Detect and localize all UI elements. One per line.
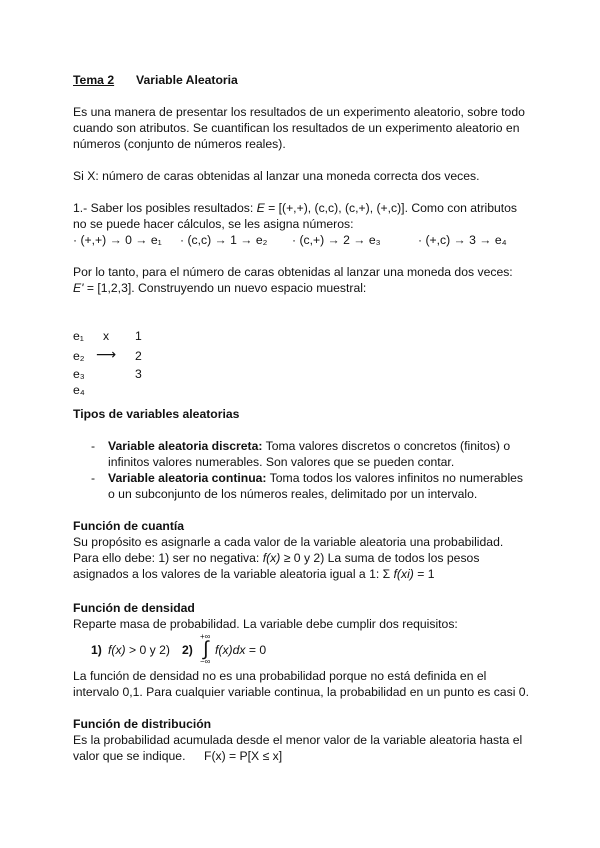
cuantia-fx: f(x): [262, 551, 281, 565]
distribucion-line-1: Es la probabilidad acumulada desde el menor valor de la variable aleatoria hasta el: [73, 733, 523, 747]
step1-map-1: · (+,+) → 0 → e₁: [73, 233, 162, 247]
densidad-integral-upper: +∞: [200, 632, 211, 641]
densidad-req-2: 2): [182, 643, 193, 657]
cuantia-line-2-b: ≥ 0 y 2) La suma de todos los pesos: [280, 551, 480, 565]
conclusion-rest: = [1,2,3]. Construyendo un nuevo espacio muestral:: [83, 281, 367, 295]
cuantia-line-3-b: = 1: [413, 567, 435, 581]
cuantia-line-3-a: asignados a los valores de la variable aleatoria igual a 1: Σ: [73, 567, 394, 581]
cuantia-line-1: Su propósito es asignarle a cada valor de la variable aleatoria una probabilidad.: [73, 535, 504, 549]
step1-line-1: [73, 200, 517, 216]
cuantia-line-3: [73, 566, 435, 582]
conclusion-line-1: Por lo tanto, para el número de caras obtenidas al lanzar una moneda dos veces:: [73, 265, 513, 279]
title-number: Tema 2: [73, 73, 115, 87]
mapping-x: x: [103, 329, 110, 343]
types-discrete-line-1: [108, 438, 510, 454]
types-dash-2: -: [91, 471, 96, 485]
mapping-e4: e₄: [73, 383, 85, 397]
densidad-req-text: [108, 642, 170, 658]
cuantia-line-2: [73, 550, 479, 566]
types-heading: Tipos de variables aleatorias: [73, 407, 240, 421]
example-line: Si X: número de caras obtenidas al lanzar una moneda correcta dos veces.: [73, 169, 480, 183]
step1-map-2: · (c,c) → 1 → e₂: [180, 233, 268, 247]
densidad-req-mid: > 0 y 2): [125, 643, 170, 657]
step1-map-3: · (c,+) → 2 → e₃: [292, 233, 381, 247]
types-discrete-line-2: infinitos valores numerables. Son valores que se pueden contar.: [108, 455, 455, 469]
types-continuous-label: Variable aleatoria continua:: [108, 471, 267, 485]
densidad-fx: f(x): [108, 643, 126, 657]
mapping-e3: e₃: [73, 367, 85, 381]
densidad-req-1: 1): [91, 643, 102, 657]
title-name: Variable Aleatoria: [136, 73, 238, 87]
intro-line-3: números (conjunto de números reales).: [73, 137, 286, 151]
cuantia-fxi: f(xi): [393, 567, 414, 581]
types-dash-1: -: [91, 439, 96, 453]
densidad-eq: = 0: [245, 643, 267, 657]
step1-pre: 1.- Saber los posibles resultados:: [73, 201, 257, 215]
intro-line-1: Es una manera de presentar los resultados de un experimento aleatorio, sobre todo: [73, 105, 525, 119]
intro-line-2: cuando son atributos. Se cuantifican los resultados de un experimento aleatorio en: [73, 121, 520, 135]
mapping-e1: e₁: [73, 329, 84, 343]
step1-E: E: [256, 201, 265, 215]
step1-line-2: no se puede hacer cálculos, se les asigna números:: [73, 217, 354, 231]
conclusion-eprime: E': [73, 281, 84, 295]
types-continuous-line-2: o un subconjunto de los números reales, delimitado por un intervalo.: [108, 487, 478, 501]
mapping-e2: e₂: [73, 349, 85, 363]
mapping-value-1: 1: [135, 329, 142, 343]
densidad-integral-sign: ∫: [203, 638, 209, 660]
mapping-value-2: 2: [135, 349, 142, 363]
step1-post: = [(+,+), (c,c), (c,+), (+,c)]. Como con atributos: [264, 201, 518, 215]
types-continuous-line-1: [108, 470, 523, 486]
densidad-integrand-group: [215, 642, 266, 658]
mapping-value-3: 3: [135, 367, 142, 381]
distribucion-line-2: valor que se indique.: [73, 749, 186, 763]
densidad-integrand: f(x)dx: [215, 643, 246, 657]
step1-map-4: · (+,c) → 3 → e₄: [418, 233, 507, 247]
types-continuous-text-1: Toma todos los valores infinitos no numerables: [266, 471, 524, 485]
densidad-line-1: Reparte masa de probabilidad. La variable debe cumplir dos requisitos:: [73, 617, 458, 631]
densidad-line-2: La función de densidad no es una probabilidad porque no está definida en el: [73, 669, 487, 683]
cuantia-line-2-a: Para ello debe: 1) ser no negativa:: [73, 551, 263, 565]
types-discrete-label: Variable aleatoria discreta:: [108, 439, 263, 453]
conclusion-line-2: [73, 280, 366, 296]
cuantia-heading: Función de cuantía: [73, 519, 185, 533]
densidad-heading: Función de densidad: [73, 601, 195, 615]
distribucion-formula: F(x) = P[X ≤ x]: [204, 749, 283, 763]
types-discrete-text-1: Toma valores discretos o concretos (finitos) o: [262, 439, 511, 453]
mapping-arrow: ⟶: [96, 346, 117, 362]
distribucion-heading: Función de distribución: [73, 717, 212, 731]
densidad-line-3: intervalo 0,1. Para cualquier variable continua, la probabilidad en un punto es casi 0.: [73, 685, 529, 699]
densidad-integral-lower: −∞: [200, 657, 211, 666]
